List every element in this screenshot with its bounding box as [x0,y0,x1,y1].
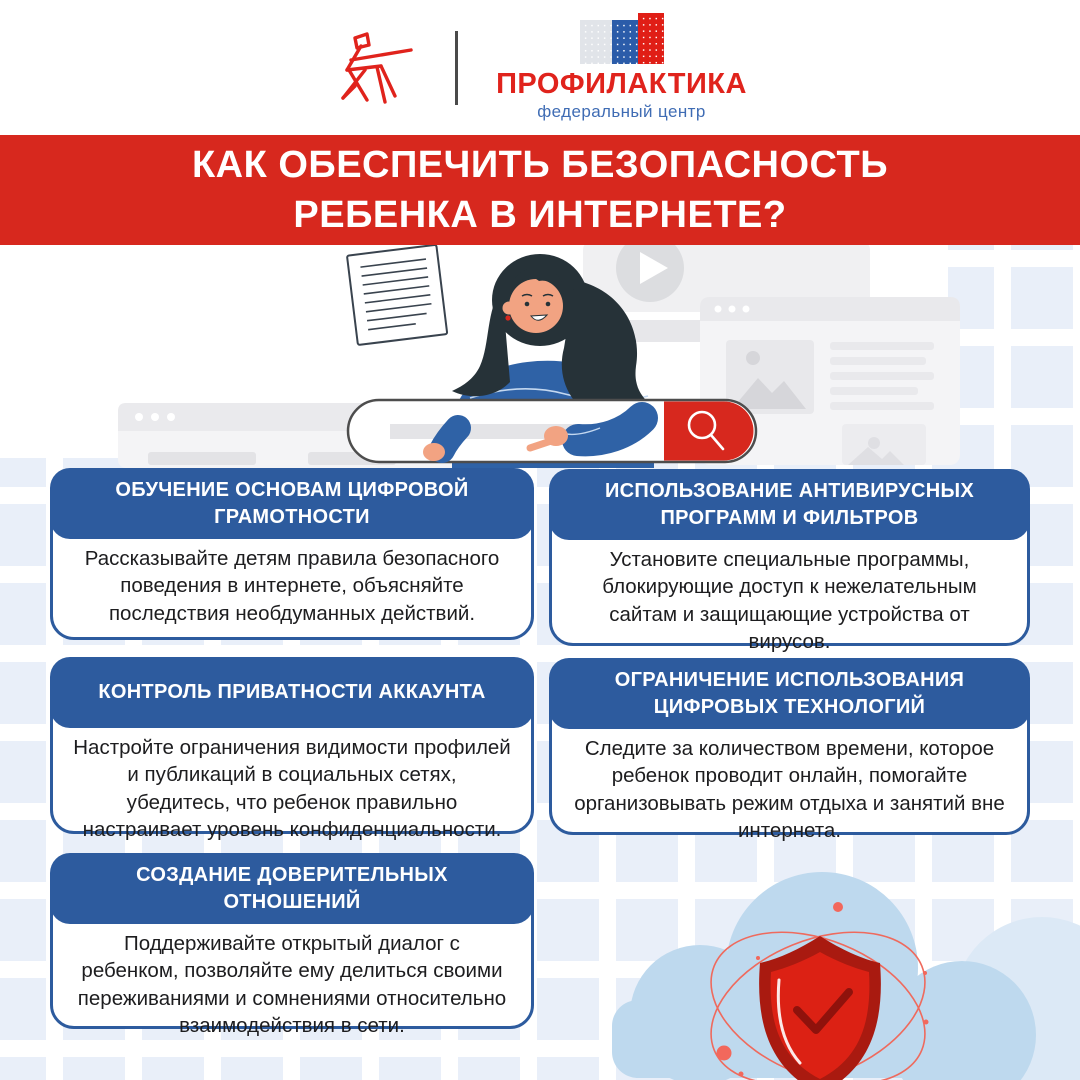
card-title: ОБУЧЕНИЕ ОСНОВАМ ЦИФРОВОЙ ГРАМОТНОСТИ [50,468,534,539]
earring [505,315,510,320]
card-text: Рассказывайте детям правила безопасного поведения в интернете, объясняйте последствия необдуманных действий. [84,547,500,625]
brand-grid-icon [580,13,664,64]
poster-title-line2: РЕБЕНКА В ИНТЕРНЕТЕ? [293,194,787,236]
card-title: ИСПОЛЬЗОВАНИЕ АНТИВИРУСНЫХ ПРОГРАММ И ФИЛЬТРОВ [549,469,1030,540]
search-button[interactable] [664,402,754,461]
card-antivirus [549,469,1030,653]
card-title: СОЗДАНИЕ ДОВЕРИТЕЛЬНЫХ ОТНОШЕНИЙ [50,853,534,924]
logo-divider [455,31,458,105]
card-title: КОНТРОЛЬ ПРИВАТНОСТИ АККАУНТА [50,657,534,728]
card-text: Установите специальные программы, блокирующие доступ к нежелательным сайтам и защищающие устройства от вирусов. [602,548,977,653]
title-banner [0,135,1080,245]
card-text: Следите за количеством времени, которое ребенок проводит онлайн, помогайте организовывать режим отдыха и занятий вне интернета. [574,737,1005,842]
card-trust [50,853,534,1037]
card-digital-literacy [50,468,534,640]
document-illustration [347,245,447,345]
shield-cloud-illustration [580,850,1080,1080]
card-screen-time [549,658,1030,842]
brand-logo [496,13,747,122]
chair-logo-icon [333,30,417,106]
card-text: Поддерживайте открытый диалог с ребенком, позволяйте ему делиться своими переживаниями и сомнениями относительно взаимодействия в сети. [77,932,507,1037]
header [0,0,1080,135]
brand-name: ПРОФИЛАКТИКА [496,67,747,100]
brand-subtitle: федеральный центр [537,102,706,122]
card-privacy-control [50,657,534,841]
card-text: Настройте ограничения видимости профилей и публикаций в социальных сетях, убедитесь, что ребенок правильно настраивает уровень конфиденциальности. [73,736,511,841]
hero-illustration [0,245,1080,468]
poster-title-line1: КАК ОБЕСПЕЧИТЬ БЕЗОПАСНОСТЬ [191,143,889,186]
card-title: ОГРАНИЧЕНИЕ ИСПОЛЬЗОВАНИЯ ЦИФРОВЫХ ТЕХНОЛОГИЙ [549,658,1030,729]
